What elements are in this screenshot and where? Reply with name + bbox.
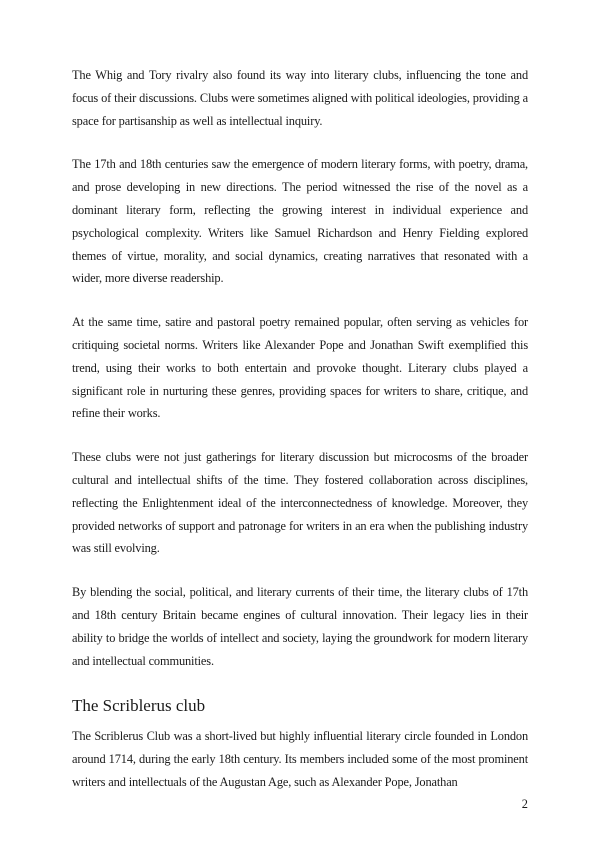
paragraph-whig-tory: The Whig and Tory rivalry also found its way into literary clubs, influencing the tone and focus of their discussions. Clubs were sometimes aligned with political ideologies, providing a space for partisanship as well as intellectual inquiry. (72, 68, 528, 128)
document-page (72, 64, 528, 815)
paragraph-clubs-legacy: By blending the social, political, and literary currents of their time, the literary clubs of 17th and 18th century Britain became engines of cultural innovation. Their legacy lies in their ability to bridge the worlds of intellect and society, laying the groundwork for modern literary and intellectual communities. (72, 585, 528, 668)
paragraph-scriblerus-intro: The Scriblerus Club was a short-lived but highly influential literary circle founded in London around 1714, during the early 18th century. Its members included some of the most prominent writers and intellectuals of the Augustan Age, such as Alexander Pope, Jonathan (72, 729, 528, 789)
paragraph-satire-pastoral: At the same time, satire and pastoral poetry remained popular, often serving as vehicles for critiquing societal norms. Writers like Alexander Pope and Jonathan Swift exemplified this trend, using their works to both entertain and provoke thought. Literary clubs played a significant role in nurturing these genres, providing spaces for writers to share, critique, and refine their works. (72, 315, 528, 421)
page-number: 2 (521, 797, 528, 811)
section-heading: The Scriblerus club (72, 696, 206, 716)
paragraph-literary-forms: The 17th and 18th centuries saw the emergence of modern literary forms, with poetry, drama, and prose developing in new directions. The period witnessed the rise of the novel as a dominant literary form, reflecting the growing interest in individual experience and psychological complexity. Writers like Samuel Richardson and Henry Fielding explored themes of virtue, morality, and social dynamics, creating narratives that resonated with a wider, more diverse readership. (72, 157, 528, 286)
paragraph-clubs-microcosms: These clubs were not just gatherings for literary discussion but microcosms of the broader cultural and intellectual shifts of the time. They fostered collaboration across disciplines, reflecting the Enlightenment ideal of the interconnectedness of knowledge. Moreover, they provided networks of support and patronage for writers in an era when the publishing industry was still evolving. (72, 450, 528, 556)
